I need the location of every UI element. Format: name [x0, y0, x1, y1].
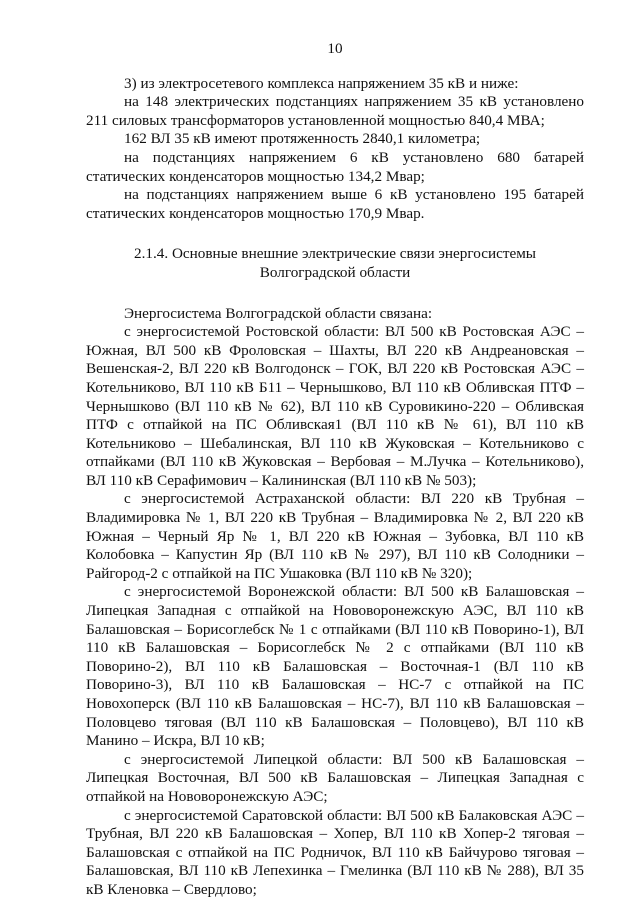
paragraph: с энергосистемой Астраханской области: ВЛ 220 кВ Трубная – Владимировка № 1, ВЛ 220 кВ Трубная – Владимировка № 2, ВЛ 220 кВ Южная – Черный Яр № 1, ВЛ 220 кВ Южная – Зубовка, ВЛ 110 кВ Колобовка – Капустин Яр (ВЛ 110 кВ № 297), ВЛ 110 кВ Солодники – Райгород-2 с отпайкой на ПС Ушаковка (ВЛ 110 кВ № 320);: [86, 490, 584, 582]
paragraph: с энергосистемой Ростовской области: ВЛ 500 кВ Ростовская АЭС – Южная, ВЛ 500 кВ Фроловская – Шахты, ВЛ 220 кВ Андреановская – Вешенская-2, ВЛ 220 кВ Волгодонск – ГОК, ВЛ 220 кВ Ростовская АЭС – Котельниково, ВЛ 110 кВ Б11 – Чернышково, ВЛ 110 кВ Обливская ПТФ – Чернышково (ВЛ 110 кВ № 62), ВЛ 110 кВ Суровикино-220 – Обливская ПТФ с отпайкой на ПС Обливская1 (ВЛ 110 кВ № 61), ВЛ 110 кВ Котельниково – Шебалинская, ВЛ 110 кВ Жуковская – Котельниково с отпайками (ВЛ 110 кВ Жуковская – Вербовая – М.Лучка – Котельниково), ВЛ 110 кВ Серафимович – Калининская (ВЛ 110 кВ № 503);: [86, 323, 584, 489]
paragraph: с энергосистемой Липецкой области: ВЛ 500 кВ Балашовская – Липецкая Восточная, ВЛ 500 кВ Балашовская – Липецкая Западная с отпайкой на Нововоронежскую АЭС;: [86, 750, 584, 805]
section-heading: [86, 245, 584, 282]
paragraph: с энергосистемой Воронежской области: ВЛ 500 кВ Балашовская – Липецкая Западная с отпайкой на Нововоронежскую АЭС, ВЛ 110 кВ Балашовская – Борисоглебск № 1 с отпайками (ВЛ 110 кВ Поворино-1), ВЛ 110 кВ Балашовская – Борисоглебск № 2 с отпайками (ВЛ 110 кВ Поворино-2), ВЛ 110 кВ Балашовская – Восточная-1 (ВЛ 110 кВ Поворино-3), ВЛ 110 кВ Балашовская – НС-7 с отпайкой на ПС Новохоперск (ВЛ 110 кВ Балашовская – НС-7), ВЛ 110 кВ Балашовская – Половцево тяговая (ВЛ 110 кВ Балашовская – Половцево), ВЛ 110 кВ Манино – Искра, ВЛ 10 кВ;: [86, 583, 584, 750]
heading-line-2: Волгоградской области: [259, 263, 411, 281]
paragraph: на подстанциях напряжением выше 6 кВ установлено 195 батарей статических конденсаторов мощностью 170,9 Мвар.: [86, 186, 584, 222]
paragraph: 3) из электросетевого комплекса напряжением 35 кВ и ниже:: [124, 74, 519, 92]
section-2-1-4-text: [86, 305, 584, 900]
paragraph: на подстанциях напряжением 6 кВ установлено 680 батарей статических конденсаторов мощностью 134,2 Мвар;: [86, 148, 584, 185]
paragraph: с энергосистемой Саратовской области: ВЛ 500 кВ Балаковская АЭС – Трубная, ВЛ 220 кВ Балашовская – Хопер, ВЛ 110 кВ Хопер-2 тяговая – Балашовская с отпайкой на ПС Родничок, ВЛ 110 кВ Байчурово тяговая – Балашовская, ВЛ 110 кВ Лепехинка – Гмелинка (ВЛ 110 кВ № 288), ВЛ 35 кВ Кленовка – Свердлово;: [86, 806, 584, 898]
page-number: 10: [327, 40, 343, 57]
section-3-text: [86, 75, 584, 224]
heading-line-1: 2.1.4. Основные внешние электрические связи энергосистемы: [133, 245, 537, 263]
paragraph: Энергосистема Волгоградской области связана:: [124, 304, 433, 322]
paragraph: на 148 электрических подстанциях напряжением 35 кВ установлено 211 силовых трансформаторов установленной мощностью 840,4 МВА;: [86, 93, 584, 129]
paragraph: 162 ВЛ 35 кВ имеют протяженность 2840,1 километра;: [124, 130, 481, 148]
